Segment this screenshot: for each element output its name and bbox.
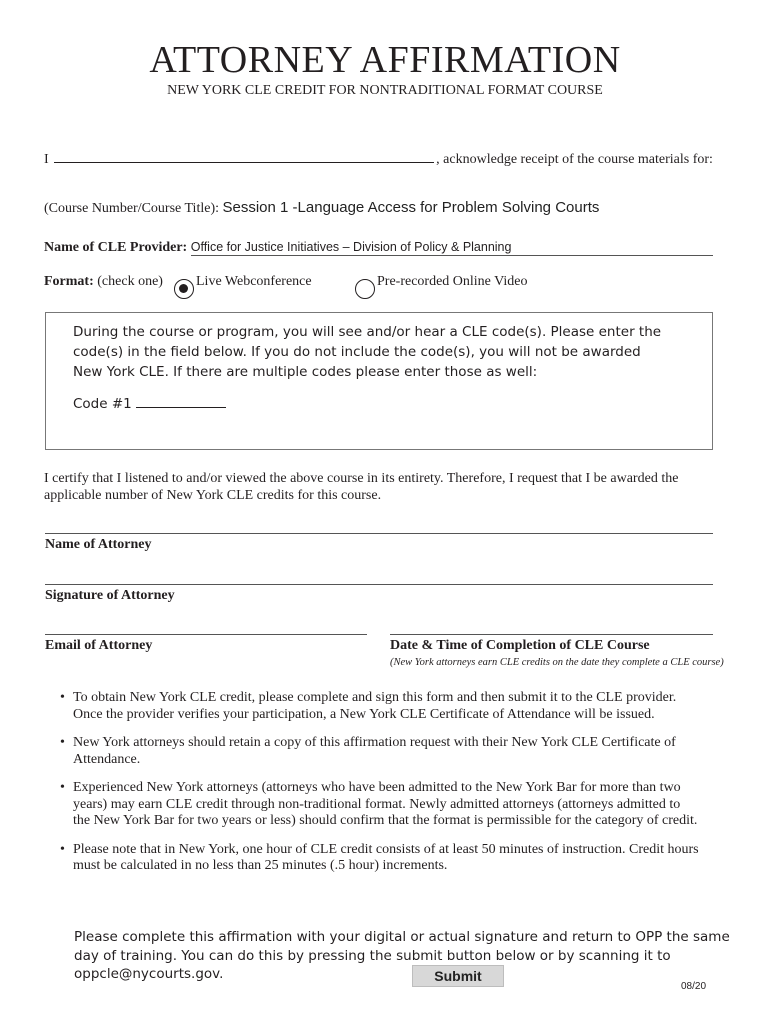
format-row [44, 274, 163, 290]
attorney-name-blank[interactable] [54, 148, 434, 163]
submit-button[interactable]: Submit [412, 965, 504, 987]
form-version-code: 08/20 [681, 981, 707, 992]
attorney-signature-label: Signature of Attorney [45, 588, 175, 603]
provider-label: Name of CLE Provider: [44, 240, 188, 255]
certification-text: I certify that I listened to and/or viewed the above course in its entirety. Therefore, I request that I be awarded the applicable number of New York CLE credits for this course. [44, 471, 679, 503]
completion-datetime-line[interactable] [390, 634, 713, 635]
radio-label-prerecorded: Pre-recorded Online Video [377, 274, 528, 289]
info-bullet: • Please note that in New York, one hour of CLE credit consists of at least 50 minutes of instruction. Credit hours must be calculated in no less than 25 minutes (.5 hour) increments. [60, 842, 700, 875]
radio-label-live: Live Webconference [196, 274, 312, 289]
attorney-email-label: Email of Attorney [45, 638, 153, 653]
radio-prerecorded-video[interactable] [355, 279, 375, 299]
course-row [44, 199, 599, 217]
course-title-field[interactable]: Session 1 -Language Access for Problem Solving Courts [222, 199, 600, 216]
code-label: Code #1 [73, 396, 132, 412]
cle-code-box [45, 312, 713, 450]
format-label: Format: [44, 274, 94, 289]
code-1-field[interactable] [136, 394, 226, 408]
acknowledge-prefix: I [44, 152, 49, 167]
attorney-email-line[interactable] [45, 634, 367, 635]
acknowledge-suffix: , acknowledge receipt of the course materials for: [436, 152, 713, 167]
page-subtitle: NEW YORK CLE CREDIT FOR NONTRADITIONAL FORMAT COURSE [167, 83, 603, 98]
completion-datetime-label: Date & Time of Completion of CLE Course [390, 638, 650, 653]
attorney-signature-line[interactable] [45, 584, 713, 585]
code-row [73, 394, 226, 412]
info-bullet: • New York attorneys should retain a copy of this affirmation request with their New York CLE Certificate of Attendance. [60, 735, 700, 768]
completion-datetime-note: (New York attorneys earn CLE credits on the date they complete a CLE course) [390, 657, 724, 668]
attorney-name-line[interactable] [45, 533, 713, 534]
attorney-name-label: Name of Attorney [45, 537, 152, 552]
cle-code-instructions: During the course or program, you will see and/or hear a CLE code(s). Please enter the code(s) in the field below. If you do not include the code(s), you will not be awarded New York CLE. If there are multiple codes please enter those as well: [73, 324, 662, 380]
course-label: (Course Number/Course Title): [44, 201, 219, 216]
provider-name-field[interactable]: Office for Justice Initiatives – Division of Policy & Planning [191, 240, 713, 256]
info-bullet: • To obtain New York CLE credit, please complete and sign this form and then submit it to the CLE provider. Once the provider verifies your participation, a New York CLE Certificate of Attendance will be issued. [60, 690, 700, 723]
page-title: ATTORNEY AFFIRMATION [149, 39, 621, 81]
info-bullet-list [60, 690, 700, 887]
submission-instructions: Please complete this affirmation with your digital or actual signature and return to OPP the same day of training. You can do this by pressing the submit button below or by scanning it to oppcle@nycourts.gov. [74, 929, 730, 982]
info-bullet: • Experienced New York attorneys (attorneys who have been admitted to the New York Bar for more than two years) may earn CLE credit through non-traditional format. Newly admitted attorneys (attorneys admitted to the New York Bar for two years or less) should confirm that the format is permissible for the category of credit. [60, 780, 700, 830]
format-hint: (check one) [97, 274, 163, 289]
acknowledge-row [44, 148, 713, 168]
radio-selected-dot [179, 284, 188, 293]
radio-live-webconference[interactable] [174, 279, 194, 299]
provider-row [44, 240, 714, 256]
